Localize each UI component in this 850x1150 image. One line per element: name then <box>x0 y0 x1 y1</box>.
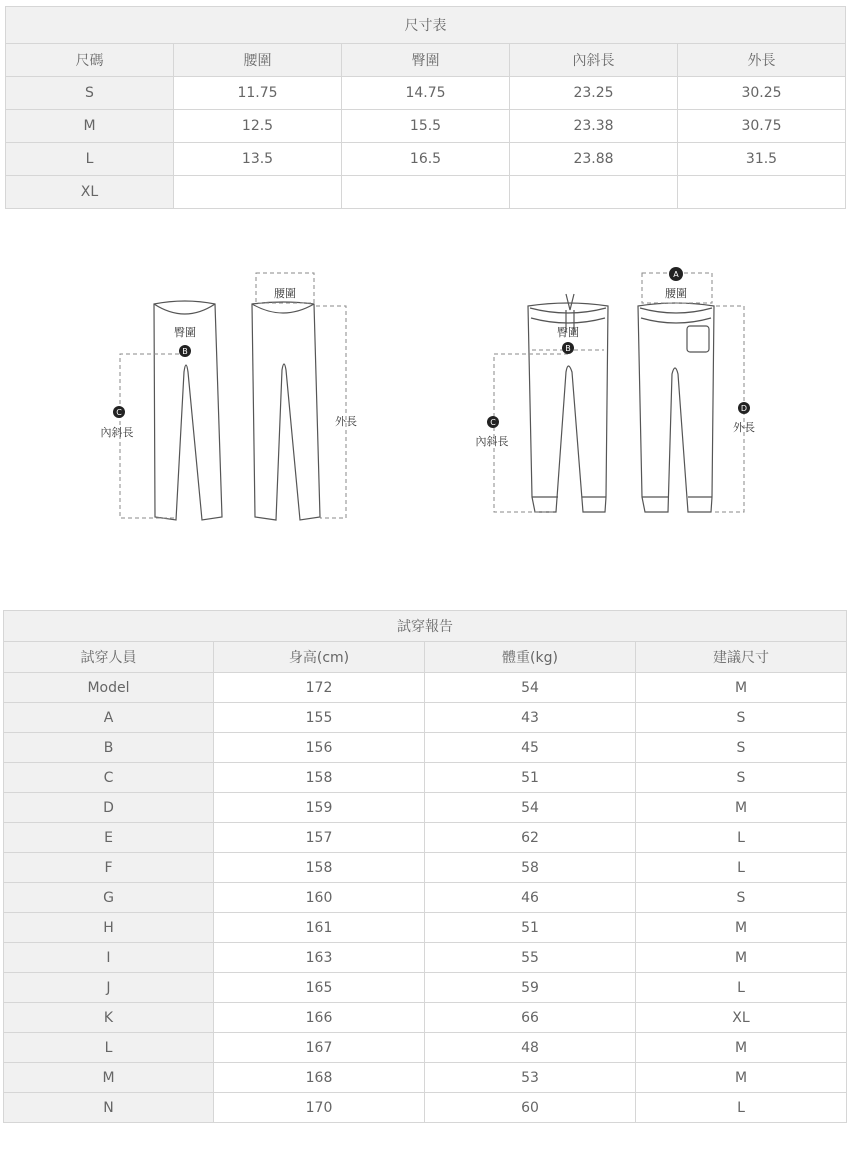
table-cell: E <box>4 823 214 853</box>
table-cell: 166 <box>214 1003 425 1033</box>
table-cell: S <box>6 77 174 110</box>
table-cell: 23.88 <box>510 143 678 176</box>
table-cell: 163 <box>214 943 425 973</box>
table-cell: 30.25 <box>678 77 846 110</box>
svg-text:A: A <box>673 270 679 279</box>
table-row <box>4 943 847 973</box>
table-cell <box>510 176 678 209</box>
table-cell: 155 <box>214 703 425 733</box>
column-header: 腰圍 <box>174 44 342 77</box>
column-header: 臀圍 <box>342 44 510 77</box>
table-cell: 58 <box>425 853 636 883</box>
outseam-label-left: 外長 <box>335 415 357 428</box>
table-cell: 55 <box>425 943 636 973</box>
table-cell: 51 <box>425 913 636 943</box>
legging-front-waistband <box>154 304 215 314</box>
table-cell: D <box>4 793 214 823</box>
table-row <box>4 973 847 1003</box>
table-cell: 43 <box>425 703 636 733</box>
table-cell: J <box>4 973 214 1003</box>
table-cell: 158 <box>214 853 425 883</box>
svg-text:C: C <box>490 418 496 427</box>
table-cell: L <box>636 823 847 853</box>
jogger-back-waistband <box>640 308 712 323</box>
svg-text:B: B <box>182 347 188 356</box>
inseam-label-right: 內斜長 <box>475 435 509 448</box>
fit-report-title: 試穿報告 <box>4 611 847 642</box>
table-cell: M <box>6 110 174 143</box>
table-cell: 167 <box>214 1033 425 1063</box>
table-row <box>4 1093 847 1123</box>
table-cell: 59 <box>425 973 636 1003</box>
table-cell: 15.5 <box>342 110 510 143</box>
measurement-diagram <box>0 262 850 530</box>
table-cell: 54 <box>425 793 636 823</box>
table-cell: Model <box>4 673 214 703</box>
table-cell: XL <box>636 1003 847 1033</box>
table-cell: 13.5 <box>174 143 342 176</box>
table-cell: G <box>4 883 214 913</box>
table-cell: XL <box>6 176 174 209</box>
fit-table-header <box>4 642 847 673</box>
table-cell: 16.5 <box>342 143 510 176</box>
outseam-label-right: 外長 <box>733 421 755 434</box>
table-row <box>4 703 847 733</box>
table-cell: 46 <box>425 883 636 913</box>
table-row <box>4 853 847 883</box>
table-cell: 23.25 <box>510 77 678 110</box>
table-cell: M <box>636 913 847 943</box>
column-header: 外長 <box>678 44 846 77</box>
table-row <box>4 883 847 913</box>
column-header: 體重(kg) <box>425 642 636 673</box>
table-cell: 160 <box>214 883 425 913</box>
table-cell: L <box>636 1093 847 1123</box>
table-cell: 48 <box>425 1033 636 1063</box>
table-cell: 23.38 <box>510 110 678 143</box>
table-row <box>6 77 846 110</box>
outseam-guide-left <box>316 306 346 518</box>
table-row <box>6 176 846 209</box>
table-cell: N <box>4 1093 214 1123</box>
table-cell: 53 <box>425 1063 636 1093</box>
table-row <box>4 1003 847 1033</box>
jogger-back-outline <box>638 303 714 512</box>
hip-label-left: 臀圍 <box>174 326 196 339</box>
table-cell <box>678 176 846 209</box>
table-cell: S <box>636 763 847 793</box>
table-cell <box>174 176 342 209</box>
table-cell: 12.5 <box>174 110 342 143</box>
table-row <box>4 733 847 763</box>
svg-text:B: B <box>565 344 571 353</box>
table-cell: 45 <box>425 733 636 763</box>
column-header: 尺碼 <box>6 44 174 77</box>
table-cell: M <box>636 1063 847 1093</box>
table-cell: L <box>636 973 847 1003</box>
table-row <box>6 143 846 176</box>
table-cell: 54 <box>425 673 636 703</box>
hip-label-right: 臀圍 <box>557 326 579 339</box>
table-cell: A <box>4 703 214 733</box>
table-cell: 66 <box>425 1003 636 1033</box>
jogger-back-pocket <box>687 326 709 352</box>
jogger-front-waistband <box>530 308 606 323</box>
table-cell: S <box>636 703 847 733</box>
table-cell: C <box>4 763 214 793</box>
table-cell: B <box>4 733 214 763</box>
column-header: 試穿人員 <box>4 642 214 673</box>
table-row <box>6 110 846 143</box>
table-cell: M <box>636 943 847 973</box>
table-cell: 170 <box>214 1093 425 1123</box>
table-cell: 62 <box>425 823 636 853</box>
table-cell: 161 <box>214 913 425 943</box>
table-cell: 11.75 <box>174 77 342 110</box>
table-cell: M <box>636 793 847 823</box>
legging-back-outline <box>252 302 320 520</box>
table-cell: K <box>4 1003 214 1033</box>
table-cell: L <box>636 853 847 883</box>
table-cell: 168 <box>214 1063 425 1093</box>
svg-text:D: D <box>740 404 748 413</box>
waist-label-left: 腰圍 <box>274 287 296 300</box>
table-cell: L <box>4 1033 214 1063</box>
table-cell: 172 <box>214 673 425 703</box>
table-cell: M <box>636 673 847 703</box>
table-row <box>4 1033 847 1063</box>
table-cell: M <box>636 1033 847 1063</box>
table-cell: 31.5 <box>678 143 846 176</box>
svg-text:C: C <box>116 408 122 417</box>
table-row <box>4 1063 847 1093</box>
table-cell: 60 <box>425 1093 636 1123</box>
table-cell: S <box>636 733 847 763</box>
column-header: 內斜長 <box>510 44 678 77</box>
table-cell: I <box>4 943 214 973</box>
table-cell: 158 <box>214 763 425 793</box>
column-header: 建議尺寸 <box>636 642 847 673</box>
table-cell: M <box>4 1063 214 1093</box>
table-cell: 14.75 <box>342 77 510 110</box>
table-cell: 159 <box>214 793 425 823</box>
table-row <box>4 793 847 823</box>
size-table-title: 尺寸表 <box>6 7 846 44</box>
table-cell: 30.75 <box>678 110 846 143</box>
table-cell <box>342 176 510 209</box>
column-header: 身高(cm) <box>214 642 425 673</box>
table-cell: F <box>4 853 214 883</box>
table-row <box>4 673 847 703</box>
fit-report-table <box>3 610 847 1123</box>
table-cell: 51 <box>425 763 636 793</box>
table-cell: L <box>6 143 174 176</box>
table-row <box>4 763 847 793</box>
waist-label-right: 腰圍 <box>665 287 687 300</box>
size-table <box>5 6 846 209</box>
table-cell: H <box>4 913 214 943</box>
table-cell: 157 <box>214 823 425 853</box>
legging-back-waistband <box>252 304 314 313</box>
table-cell: S <box>636 883 847 913</box>
inseam-label-left: 內斜長 <box>100 426 134 439</box>
size-table-header <box>6 44 846 77</box>
table-row <box>4 823 847 853</box>
table-cell: 156 <box>214 733 425 763</box>
table-row <box>4 913 847 943</box>
table-cell: 165 <box>214 973 425 1003</box>
